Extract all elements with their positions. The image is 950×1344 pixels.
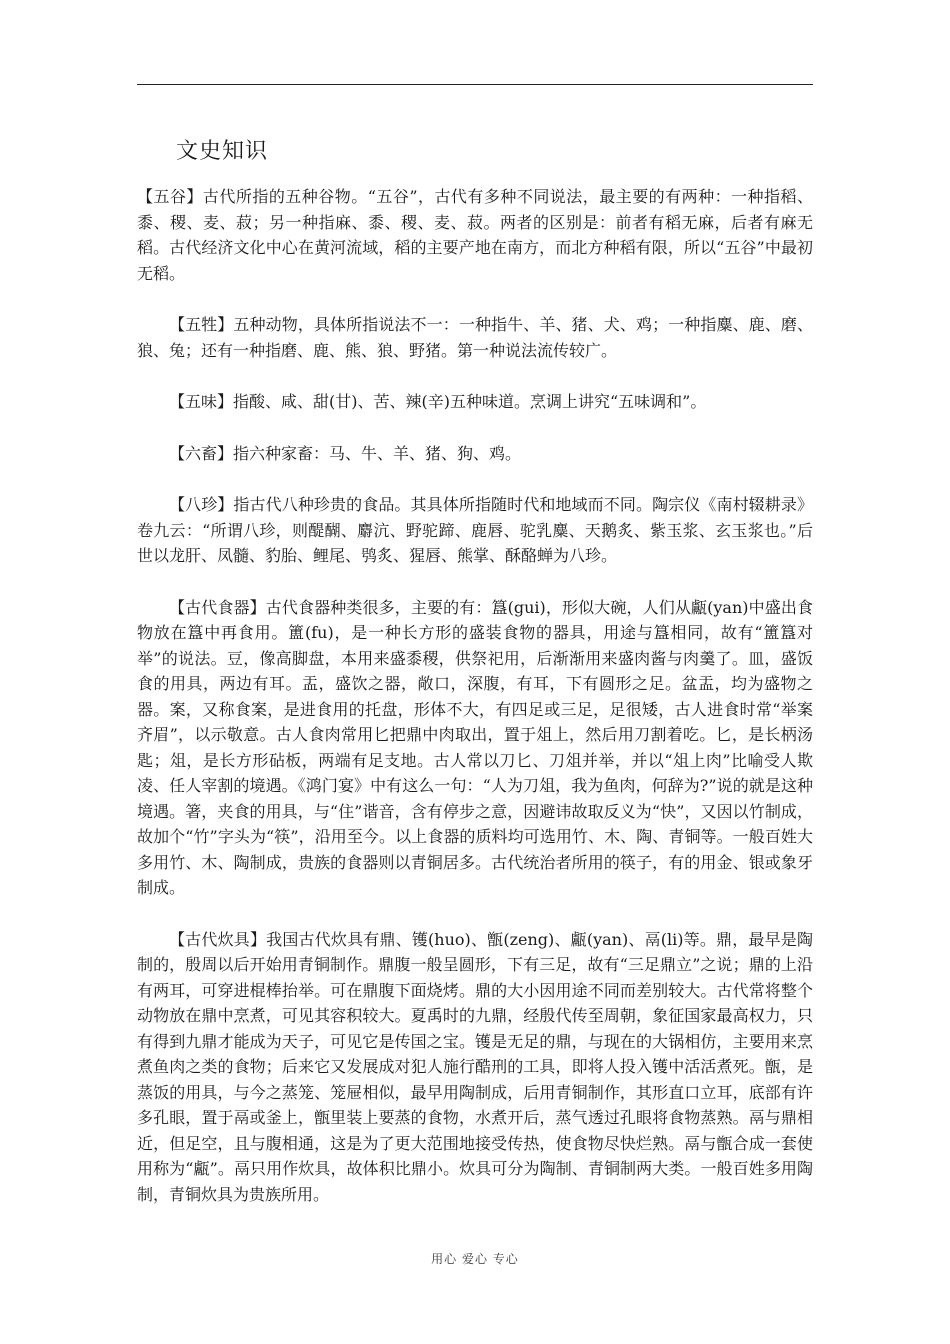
document-body [137, 184, 813, 1233]
paragraph-wuwei: 【五味】指酸、咸、甜(甘)、苦、辣(辛)五种味道。烹调上讲究“五味调和”。 [169, 392, 707, 411]
paragraph-wusheng: 【五牲】五种动物，具体所指说法不一：一种指牛、羊、猪、犬、鸡；一种指麋、鹿、磨、狼、兔；还有一种指磨、鹿、熊、狼、野猪。第一种说法流传较广。 [137, 315, 813, 360]
paragraph-wugu: 【五谷】古代所指的五种谷物。“五谷”，古代有多种不同说法，最主要的有两种：一种指稻、黍、稷、麦、菽；另一种指麻、黍、稷、麦、菽。两者的区别是：前者有稻无麻，后者有麻无稻。古代经济文化中心在黄河流域，稻的主要产地在南方，而北方种稻有限，所以“五谷”中最初无稻。 [137, 187, 813, 283]
paragraph-bazhen: 【八珍】指古代八种珍贵的食品。其具体所指随时代和地域而不同。陶宗仪《南村辍耕录》卷九云：“所谓八珍，则醍醐、麝沆、野驼蹄、鹿唇、驼乳麋、天鹅炙、紫玉浆、玄玉浆也。”后世以龙肝、凤髓、豹胎、鲤尾、鸮炙、猩唇、熊掌、酥酪蝉为八珍。 [137, 495, 813, 565]
page-footer: 用心 爱心 专心 [431, 1252, 519, 1266]
paragraph-liuchu: 【六畜】指六种家畜：马、牛、羊、猪、狗、鸡。 [169, 443, 522, 463]
paragraph-food-vessels: 【古代食器】古代食器种类很多，主要的有：簋(gui)，形似大碗，人们从甗(yan)中盛出食物放在簋中再食用。簠(fu)，是一种长方形的盛装食物的器具，用途与簋相同，故有“簠簋对举”的说法。豆，像高脚盘，本用来盛黍稷，供祭祀用，后渐渐用来盛肉酱与肉羹了。皿，盛饭食的用具，两边有耳。盂，盛饮之器，敞口，深腹，有耳，下有圆形之足。盆盂，均为盛物之器。案，又称食案，是进食用的托盘，形体不大，有四足或三足，足很矮，古人进食时常“举案齐眉”，以示敬意。古人食肉常用匕把鼎中肉取出，置于俎上，然后用刀割着吃。匕，是长柄汤匙；俎，是长方形砧板，两端有足支地。古人常以刀匕、刀俎并举，并以“俎上肉”比喻受人欺凌、任人宰割的境遇。《鸿门宴》中有这么一句：“人为刀俎，我为鱼肉，何辞为?”说的就是这种境遇。箸，夹食的用具，与“住”谐音，含有停步之意，因避讳故取反义为“快”，又因以竹制成，故加个“竹”字头为“筷”，沿用至今。以上食器的质料均可选用竹、木、陶、青铜等。一般百姓大多用竹、木、陶制成，贵族的食器则以青铜居多。古代统治者所用的筷子，有的用金、银或象牙制成。 [137, 597, 813, 897]
header-rule [137, 84, 813, 85]
page-title: 文史知识 [176, 139, 269, 164]
paragraph-cooking-vessels: 【古代炊具】我国古代炊具有鼎、镬(huo)、甑(zeng)、甗(yan)、鬲(li)等。鼎，最早是陶制的，殷周以后开始用青铜制作。鼎腹一般呈圆形，下有三足，故有“三足鼎立”之说；鼎的上沿有两耳，可穿进棍棒抬举。可在鼎腹下面烧烤。鼎的大小因用途不同而差别较大。古代常将整个动物放在鼎中烹煮，可见其容积较大。夏禹时的九鼎，经殷代传至周朝，象征国家最高权力，只有得到九鼎才能成为天子，可见它是传国之宝。镬是无足的鼎，与现在的大锅相仿，主要用来烹煮鱼肉之类的食物；后来它又发展成对犯人施行酷刑的工具，即将人投入镬中活活煮死。甑，是蒸饭的用具，与今之蒸笼、笼屉相似，最早用陶制成，后用青铜制作，其形直口立耳，底部有许多孔眼，置于鬲或釜上，甑里装上要蒸的食物，水煮开后，蒸气透过孔眼将食物蒸熟。鬲与鼎相近，但足空，且与腹相通，这是为了更大范围地接受传热，使食物尽快烂熟。鬲与甑合成一套使用称为“甗”。鬲只用作炊具，故体积比鼎小。炊具可分为陶制、青铜制两大类。一般百姓多用陶制，青铜炊具为贵族所用。 [137, 929, 813, 1204]
